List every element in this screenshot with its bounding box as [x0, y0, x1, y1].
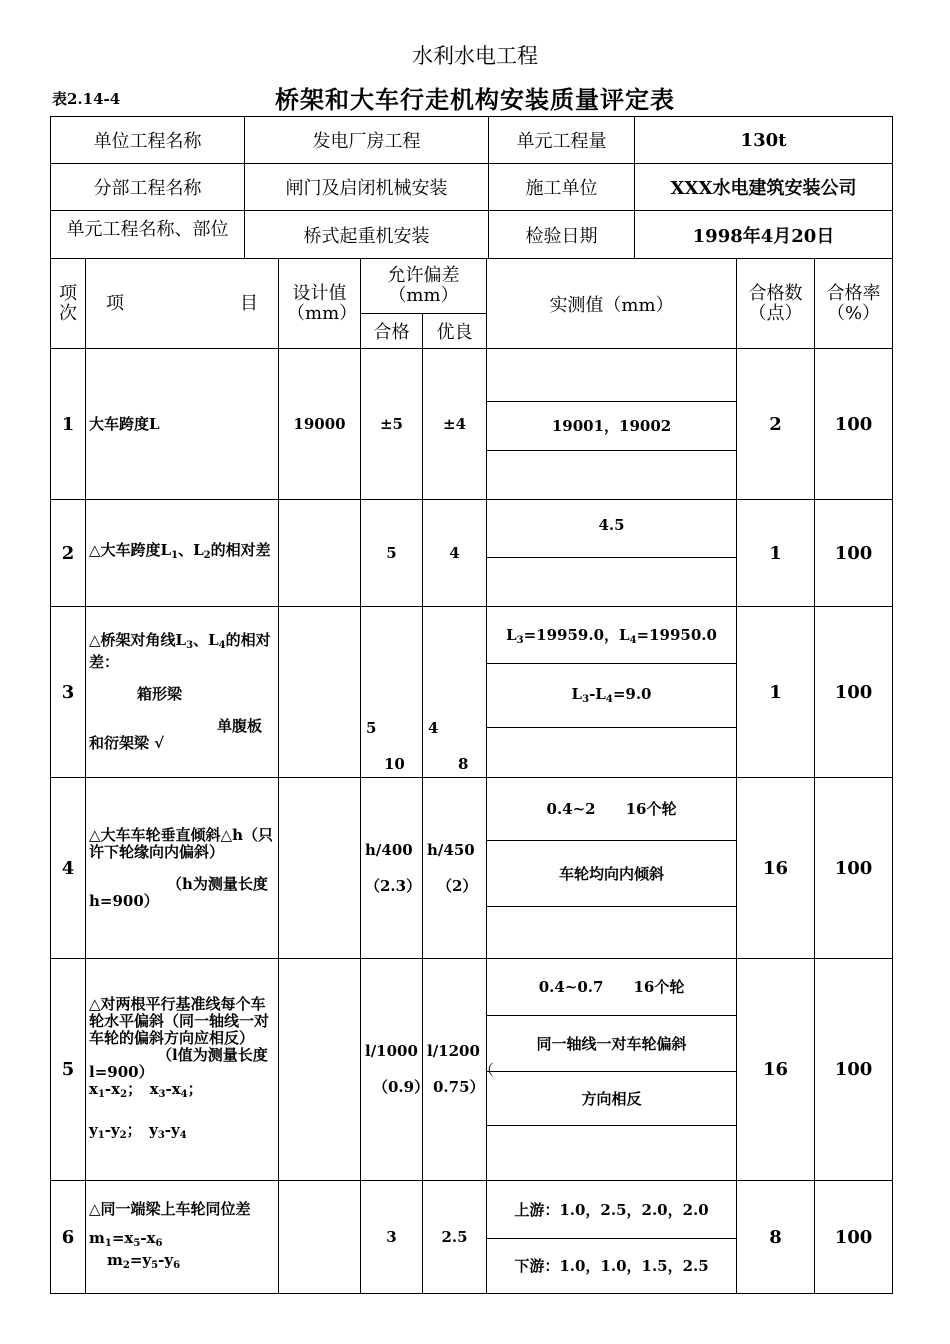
row-excellent: ±4: [423, 349, 487, 500]
sub-project-name-value: 闸门及启闭机械安装: [245, 164, 489, 211]
col-header-qualified: 合格: [361, 314, 423, 349]
row-measured: [487, 778, 737, 959]
measured-value: $L_3=19959.0$，$L_4=19950.0$: [487, 607, 736, 663]
col-header-item: [86, 259, 279, 349]
unit-project-name-label: 单位工程名称: [51, 117, 245, 164]
unit-project-name-value: 发电厂房工程: [245, 117, 489, 164]
measured-value: 下游：1.0，1.0，1.5，2.5: [514, 1257, 709, 1276]
row-rate: 100: [815, 778, 893, 959]
row-measured: [487, 1181, 737, 1294]
measured-value: 车轮均向内倾斜: [487, 840, 736, 906]
unit-quantity-label: 单元工程量: [489, 117, 635, 164]
row-seq: 4: [51, 778, 86, 959]
row-rate: 100: [815, 607, 893, 778]
organization-title: 水利水电工程: [412, 44, 538, 68]
row-item: △大车车轮垂直倾斜△h（只许下轮缘向内偏斜） （h为测量长度h=900）: [86, 778, 279, 959]
form-title: 桥架和大车行走机构安装质量评定表: [275, 85, 675, 114]
project-info-table: [50, 116, 893, 259]
row-measured: [487, 349, 737, 500]
table-row: [51, 607, 893, 778]
row-item: △同一端梁上车轮同位差 $m_1=x_5-x_6$ $m_2=y_5-y_6$: [86, 1181, 279, 1294]
measured-value: 方向相反: [487, 1071, 736, 1125]
row-count: 16: [737, 778, 815, 959]
contractor-label: 施工单位: [489, 164, 635, 211]
row-qualified: 3: [361, 1181, 423, 1294]
row-excellent: 2.5: [423, 1181, 487, 1294]
col-header-design: 设计值（mm）: [279, 259, 361, 349]
measured-value: 上游：1.0，2.5，2.0，2.0: [487, 1181, 736, 1238]
row-excellent: h/450 （2）: [423, 778, 487, 959]
row-qualified: l/1000 （0.9）: [361, 959, 423, 1181]
row-count: 16: [737, 959, 815, 1181]
row-qualified: ±5: [361, 349, 423, 500]
element-name-label: 单元工程名称、部位: [51, 211, 245, 259]
row-seq: 1: [51, 349, 86, 500]
row-qualified: h/400 （2.3）: [361, 778, 423, 959]
row-excellent: 4: [423, 500, 487, 607]
row-design: [279, 607, 361, 778]
row-design: [279, 500, 361, 607]
row-seq: 3: [51, 607, 86, 778]
row-count: 8: [737, 1181, 815, 1294]
measured-value: 0.4~2 16个轮: [487, 778, 736, 840]
row-design: [279, 1181, 361, 1294]
row-seq: 2: [51, 500, 86, 607]
measured-value: 4.5: [487, 500, 736, 557]
measured-value: 同一轴线一对车轮偏斜: [487, 1015, 736, 1071]
row-rate: 100: [815, 1181, 893, 1294]
row-seq: 6: [51, 1181, 86, 1294]
row-qualified: 5: [361, 500, 423, 607]
table-row: [51, 349, 893, 500]
row-measured: [487, 500, 737, 607]
col-header-measured: 实测值（mm）: [487, 259, 737, 349]
element-name-value: 桥式起重机安装: [245, 211, 489, 259]
table-row: [51, 778, 893, 959]
row-measured: [487, 959, 737, 1181]
row-rate: 100: [815, 500, 893, 607]
measured-value: 19001，19002: [487, 401, 736, 450]
row-seq: 5: [51, 959, 86, 1181]
col-header-item-a: 项: [106, 292, 124, 314]
row-qualified: 5 10: [361, 607, 423, 778]
unit-quantity-value: 130t: [635, 117, 893, 164]
col-header-item-b: 目: [240, 292, 258, 314]
row-item: △桥架对角线$L_3$、$L_4$的相对差： 箱形梁 单腹板和衍架梁 √: [86, 607, 279, 778]
col-header-seq: 项次: [51, 259, 86, 349]
col-header-pass-rate: 合格率（%）: [815, 259, 893, 349]
row-design: 19000: [279, 349, 361, 500]
row-count: 1: [737, 500, 815, 607]
sub-project-name-label: 分部工程名称: [51, 164, 245, 211]
col-header-pass-count: 合格数（点）: [737, 259, 815, 349]
table-row: [51, 1181, 893, 1294]
row-count: 1: [737, 607, 815, 778]
table-number: 表2.14-4: [52, 90, 121, 108]
quality-evaluation-table: [50, 258, 893, 1294]
contractor-value: XXX水电建筑安装公司: [635, 164, 893, 211]
row-rate: 100: [815, 349, 893, 500]
table-row: [51, 959, 893, 1181]
row-design: [279, 778, 361, 959]
measured-value: 0.4~0.7 16个轮: [487, 959, 736, 1015]
row-excellent: 4 8: [423, 607, 487, 778]
row-design: [279, 959, 361, 1181]
col-header-excellent: 优良: [423, 314, 487, 349]
row-item: 大车跨度L: [86, 349, 279, 500]
row-item: △大车跨度$L_1$、$L_2$的相对差: [86, 500, 279, 607]
table-row: [51, 500, 893, 607]
row-rate: 100: [815, 959, 893, 1181]
measured-value: $L_3-L_4=9.0$: [487, 663, 736, 727]
col-header-allow: 允许偏差（mm）: [361, 259, 487, 314]
inspection-date-label: 检验日期: [489, 211, 635, 259]
inspection-date-value: 1998年4月20日: [635, 211, 893, 259]
row-count: 2: [737, 349, 815, 500]
row-item: △对两根平行基准线每个车轮水平偏斜（同一轴线一对车轮的偏斜方向应相反） （l值为测量长度l=900） $x_1-x_2$； $x_3-x_4$； $y_1-y_2$； $y_3-y_4$: [86, 959, 279, 1181]
row-excellent: l/1200 0.75） （: [423, 959, 487, 1181]
row-measured: [487, 607, 737, 778]
